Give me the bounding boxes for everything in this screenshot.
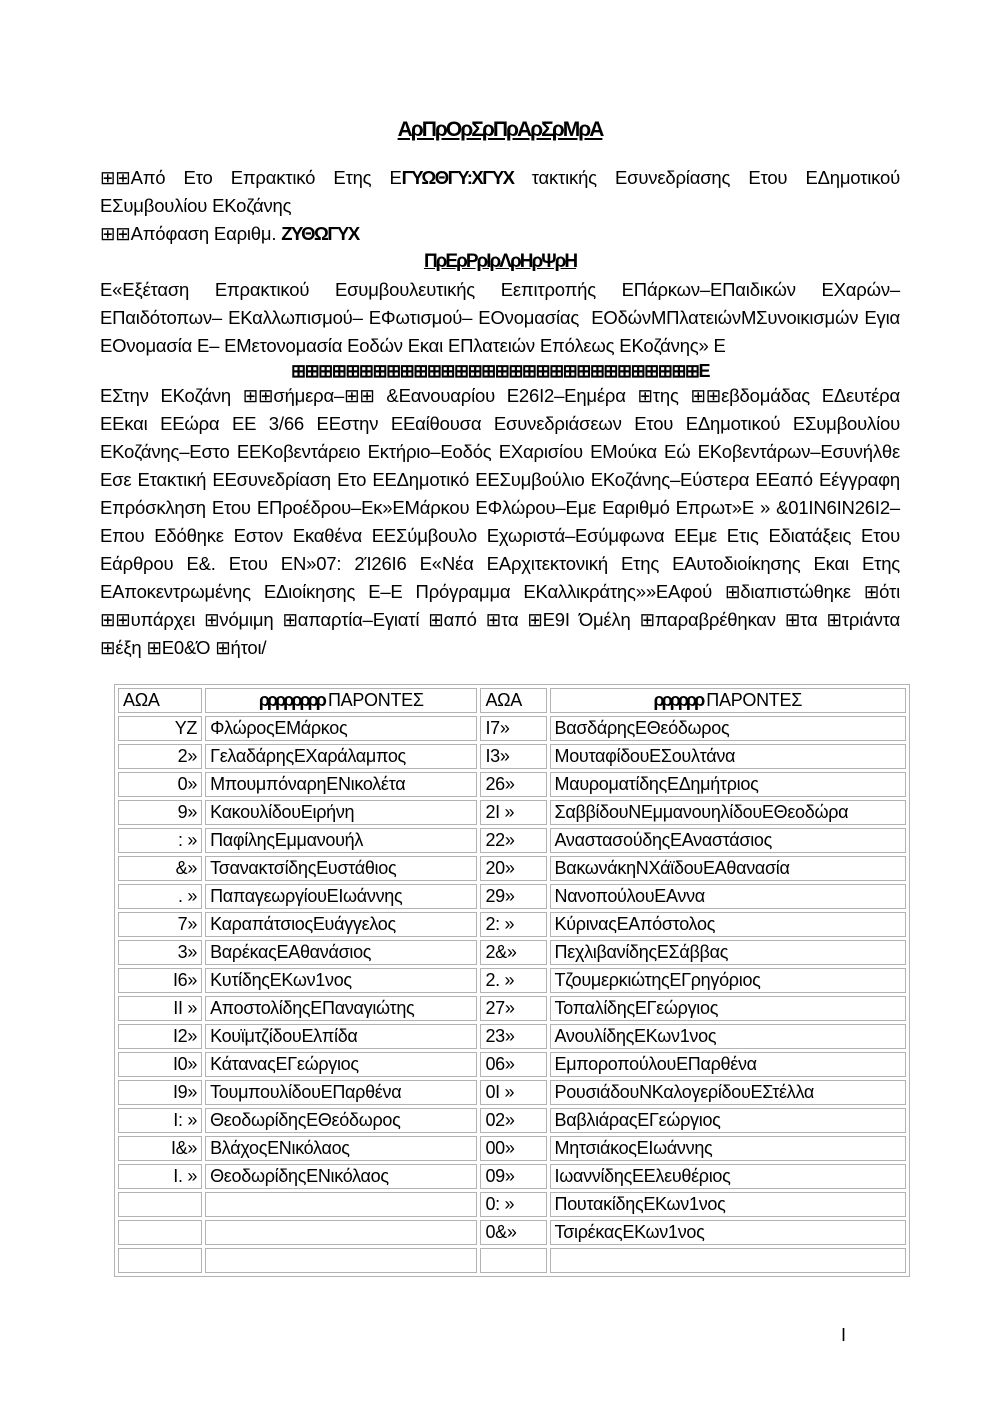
- section-divider: ⊞⊞⊞⊞⊞⊞⊞⊞⊞⊞⊞⊞⊞⊞⊞⊞⊞⊞⊞⊞⊞⊞⊞⊞⊞⊞⊞⊞⊞⊞Ε: [291, 361, 709, 381]
- member-index-cell: 26»: [480, 772, 546, 797]
- member-index-cell: 22»: [480, 828, 546, 853]
- member-name-cell: ΒλάχοςΕΝικόλαος: [205, 1136, 477, 1161]
- member-name-cell: ΑνουλίδηςΕΚων1νος: [550, 1024, 906, 1049]
- header-parontes-right-label: ΠΑΡΟΝΤΕΣ: [706, 690, 803, 710]
- member-index-cell: 29»: [480, 884, 546, 909]
- member-index-cell: 2Ι »: [480, 800, 546, 825]
- member-name-cell: ΒαρέκαςΕΑθανάσιος: [205, 940, 477, 965]
- member-index-cell: 02»: [480, 1108, 546, 1133]
- document-content: [100, 116, 905, 1277]
- glyph-cluster-icon: ρρρρρρ: [653, 690, 703, 710]
- attendance-table: [114, 684, 910, 1277]
- member-name-cell: ΣαββίδουΝΕμμανουηλίδουΕΘεοδώρα: [550, 800, 906, 825]
- table-row: [118, 996, 906, 1021]
- member-name-cell: ΚουϊμτζίδουΕλπίδα: [205, 1024, 477, 1049]
- member-index-cell: 27»: [480, 996, 546, 1021]
- member-name-cell: ΒαβλιάραςΕΓεώργιος: [550, 1108, 906, 1133]
- member-name-cell: ΠεχλιβανίδηςΕΣάββας: [550, 940, 906, 965]
- member-index-cell: Ι6»: [118, 968, 202, 993]
- member-index-cell: 00»: [480, 1136, 546, 1161]
- member-name-cell: ΡουσιάδουΝΚαλογερίδουΕΣτέλλα: [550, 1080, 906, 1105]
- member-index-cell: 06»: [480, 1052, 546, 1077]
- member-index-cell: 23»: [480, 1024, 546, 1049]
- header-aa-left: ΑΩΑ: [118, 688, 202, 713]
- table-row: [118, 744, 906, 769]
- glyph-cluster-icon: ρρρρρρρρ: [258, 690, 324, 710]
- member-index-cell: 2. »: [480, 968, 546, 993]
- header-parontes-right: [550, 688, 906, 713]
- table-row: [118, 1108, 906, 1133]
- member-name-cell: ΘεοδωρίδηςΕΘεόδωρος: [205, 1108, 477, 1133]
- subject-paragraph: Ε«Εξέταση Επρακτικού Εσυμβουλευτικής Εεπιτροπής ΕΠάρκων–ΕΠαιδικών ΕΧαρών–ΕΠαιδότοπων– ΕΚαλλωπισμού– ΕΦωτισμού– ΕΟνομασίας ΕΟδώνΜΠλατειώνΜΣυνοικισμών Εγια ΕΟνομασία Ε– ΕΜετονομασία Εοδών Εκαι ΕΠλατειών Επόλεως ΕΚοζάνης» Ε: [100, 279, 905, 356]
- member-index-cell: Ι9»: [118, 1080, 202, 1105]
- member-name-cell: ΙωαννίδηςΕΕλευθέριος: [550, 1164, 906, 1189]
- member-index-cell: : »: [118, 828, 202, 853]
- member-index-cell: . »: [118, 884, 202, 909]
- table-row: [118, 1220, 906, 1245]
- member-name-cell: [205, 1192, 477, 1217]
- member-index-cell: 7»: [118, 912, 202, 937]
- member-index-cell: 9»: [118, 800, 202, 825]
- member-index-cell: [118, 1220, 202, 1245]
- member-index-cell: ΙΙ »: [118, 996, 202, 1021]
- table-row: [118, 1136, 906, 1161]
- page-title: ΑρΠρΟρΣρΠρΑρΣρΜρΑ: [397, 118, 603, 141]
- member-name-cell: [205, 1248, 477, 1273]
- member-name-cell: ΚακουλίδουΕιρήνη: [205, 800, 477, 825]
- table-row: [118, 1164, 906, 1189]
- intro-paragraph: [100, 164, 905, 220]
- header-parontes-left: [205, 688, 477, 713]
- intro-text-post: τακτικής Εσυνεδρίασης Ετου ΕΔημοτικού ΕΣυμβουλίου ΕΚοζάνης: [100, 167, 905, 216]
- member-name-cell: ΜπουμπόναρηΕΝικολέτα: [205, 772, 477, 797]
- body-paragraph: ΕΣτην ΕΚοζάνη ⊞⊞σήμερα–⊞⊞ &Εανουαρίου Ε26Ι2–Εημέρα ⊞της ⊞⊞εβδομάδας ΕΔευτέρα ΕΕκαι ΕΕώρα ΕΕ 3/66 ΕΕστην ΕΕαίθουσα Εσυνεδριάσεων Ετου ΕΔημοτικού ΕΣυμβουλίου ΕΚοζάνης–Εστο ΕΕΚοβεντάρειο Εκτήριο–Εοδός ΕΧαρισίου ΕΜούκα Εώ ΕΚοβεντάρων–Εσυνήλθε Εσε Ετακτική ΕΕσυνεδρίαση Ετο ΕΕΔημοτικό ΕΕΣυμβούλιο ΕΚοζάνης–Εύστερα ΕΕαπό Εέγγραφη Επρόσκληση Ετου ΕΠροέδρου–Εκ»ΕΜάρκου ΕΦλώρου–Εμε Εαριθμό Επρωτ»Ε » &01ΙΝ6ΙΝ26Ι2–Επου Εδόθηκε Εστον Εκαθένα ΕΕΣύμβουλο Εχωριστά–Εσύμφωνα ΕΕμε Ετις Εδιατάξεις Ετου Εάρθρου Ε&. Ετου ΕΝ»07: 2Ί26Ι6 Ε«Νέα ΕΑρχιτεκτονική Ετης ΕΑυτοδιοίκησης Εκαι Ετης ΕΑποκεντρωμένης ΕΔιοίκησης Ε–Ε Πρόγραμμα ΕΚαλλικράτης»»ΕΑφού ⊞διαπιστώθηκε ⊞ότι ⊞⊞υπάρχει ⊞νόμιμη ⊞απαρτία–Εγιατί ⊞από ⊞τα ⊞Ε9Ι Όμέλη ⊞παραβρέθηκαν ⊞τα ⊞τριάντα ⊞έξη ⊞Ε0&Ό ⊞ήτοι/: [100, 385, 905, 658]
- member-name-cell: ΘεοδωρίδηςΕΝικόλαος: [205, 1164, 477, 1189]
- member-name-cell: ΝανοπούλουΕΑννα: [550, 884, 906, 909]
- member-index-cell: 0»: [118, 772, 202, 797]
- table-row: [118, 968, 906, 993]
- member-index-cell: Ι: »: [118, 1108, 202, 1133]
- session-number-bold: ΓΥΩΘΓΥ:ΧΓΥΧ: [401, 167, 514, 188]
- summary-heading: ΠρΕρΡρΙρΛρΗρΨρΗ: [423, 251, 577, 272]
- member-name-cell: ΠαπαγεωργίουΕΙωάννης: [205, 884, 477, 909]
- member-index-cell: 0: »: [480, 1192, 546, 1217]
- table-row: [118, 1080, 906, 1105]
- member-index-cell: YZ: [118, 716, 202, 741]
- table-header-row: [118, 688, 906, 713]
- member-name-cell: ΜητσιάκοςΕΙωάννης: [550, 1136, 906, 1161]
- member-name-cell: ΜαυροματίδηςΕΔημήτριος: [550, 772, 906, 797]
- member-name-cell: ΠαφίληςΕμμανουήλ: [205, 828, 477, 853]
- member-index-cell: Ι2»: [118, 1024, 202, 1049]
- member-index-cell: Ι7»: [480, 716, 546, 741]
- member-name-cell: ΒακωνάκηΝΧάϊδουΕΑθανασία: [550, 856, 906, 881]
- member-name-cell: ΚύριναςΕΑπόστολος: [550, 912, 906, 937]
- member-index-cell: [118, 1248, 202, 1273]
- member-index-cell: &»: [118, 856, 202, 881]
- member-name-cell: [550, 1248, 906, 1273]
- member-name-cell: [205, 1220, 477, 1245]
- table-row: [118, 912, 906, 937]
- table-row: [118, 1024, 906, 1049]
- header-aa-right: ΑΩΑ: [480, 688, 546, 713]
- member-index-cell: 2: »: [480, 912, 546, 937]
- member-name-cell: ΤοπαλίδηςΕΓεώργιος: [550, 996, 906, 1021]
- decision-number-line: [100, 220, 900, 248]
- table-row: [118, 940, 906, 965]
- member-index-cell: 2&»: [480, 940, 546, 965]
- header-parontes-left-label: ΠΑΡΟΝΤΕΣ: [327, 690, 424, 710]
- member-index-cell: 0Ι »: [480, 1080, 546, 1105]
- member-name-cell: ΤζουμερκιώτηςΕΓρηγόριος: [550, 968, 906, 993]
- member-name-cell: ΒασδάρηςΕΘεόδωρος: [550, 716, 906, 741]
- member-index-cell: Ι. »: [118, 1164, 202, 1189]
- member-name-cell: ΚαραπάτσιοςΕυάγγελος: [205, 912, 477, 937]
- member-index-cell: 3»: [118, 940, 202, 965]
- page-number: Ι: [841, 1325, 847, 1345]
- member-name-cell: ΓελαδάρηςΕΧαράλαμπος: [205, 744, 477, 769]
- table-row: [118, 1248, 906, 1273]
- member-name-cell: ΚάταναςΕΓεώργιος: [205, 1052, 477, 1077]
- table-row: [118, 828, 906, 853]
- member-name-cell: ΕμποροπούλουΕΠαρθένα: [550, 1052, 906, 1077]
- member-name-cell: ΜουταφίδουΕΣουλτάνα: [550, 744, 906, 769]
- member-name-cell: ΚυτίδηςΕΚων1νος: [205, 968, 477, 993]
- table-row: [118, 772, 906, 797]
- table-row: [118, 884, 906, 909]
- intro-text-pre: ⊞⊞Από Ετο Επρακτικό Ετης Ε: [100, 167, 402, 188]
- table-row: [118, 1192, 906, 1217]
- table-row: [118, 716, 906, 741]
- member-index-cell: [480, 1248, 546, 1273]
- decision-number-bold: ΖΥΘΩΓΥΧ: [281, 223, 359, 244]
- member-index-cell: 0&»: [480, 1220, 546, 1245]
- member-name-cell: ΦλώροςΕΜάρκος: [205, 716, 477, 741]
- member-name-cell: ΑναστασούδηςΕΑναστάσιος: [550, 828, 906, 853]
- decision-text-pre: ⊞⊞Απόφαση Εαριθμ.: [100, 223, 282, 244]
- table-row: [118, 1052, 906, 1077]
- member-index-cell: 2»: [118, 744, 202, 769]
- member-name-cell: ΤουμπουλίδουΕΠαρθένα: [205, 1080, 477, 1105]
- table-row: [118, 856, 906, 881]
- table-row: [118, 800, 906, 825]
- attendance-table-body: [118, 716, 906, 1273]
- member-index-cell: Ι&»: [118, 1136, 202, 1161]
- member-index-cell: 20»: [480, 856, 546, 881]
- member-name-cell: ΤσανακτσίδηςΕυστάθιος: [205, 856, 477, 881]
- member-index-cell: 09»: [480, 1164, 546, 1189]
- member-name-cell: ΤσιρέκαςΕΚων1νος: [550, 1220, 906, 1245]
- member-name-cell: ΑποστολίδηςΕΠαναγιώτης: [205, 996, 477, 1021]
- member-index-cell: [118, 1192, 202, 1217]
- member-name-cell: ΠουτακίδηςΕΚων1νος: [550, 1192, 906, 1217]
- member-index-cell: Ι3»: [480, 744, 546, 769]
- member-index-cell: Ι0»: [118, 1052, 202, 1077]
